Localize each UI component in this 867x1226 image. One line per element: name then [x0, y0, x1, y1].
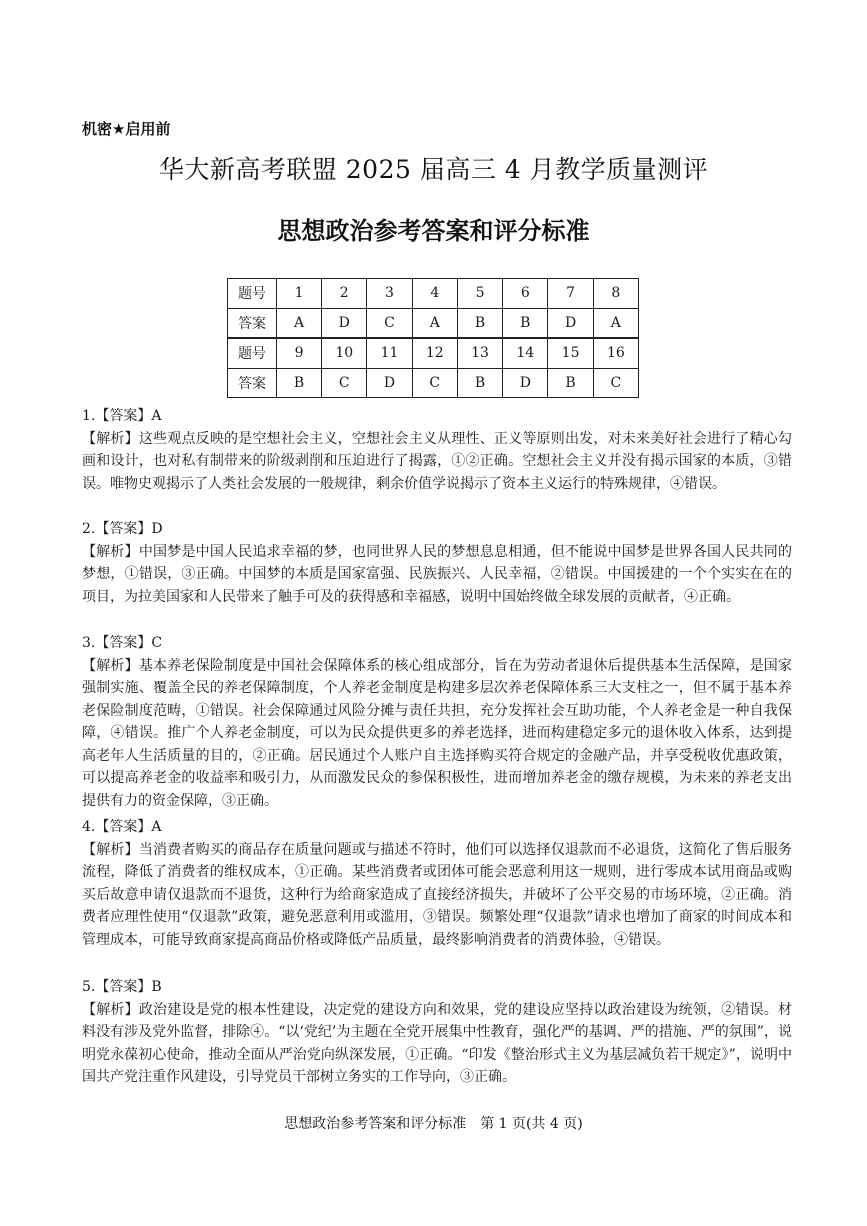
table-row — [228, 338, 639, 368]
exam-title: 华大新高考联盟 2025 届高三 4 月教学质量测评 — [158, 155, 709, 184]
explanation-text: 当消费者购买的商品存在质量问题或与描述不符时，他们可以选择仅退款而不必退货，这简化了售后服务流程，降低了消费者的维权成本，①正确。某些消费者或团体可能会恶意利用这一规则，进行零成本试用商品或购买后故意申请仅退款而不退货，这种行为给商家造成了直接经济损失，并破坏了公平交易的市场环境，②正确。消费者应理性使用“仅退款”政策，避免恶意利用或滥用，③错误。频繁处理“仅退款”请求也增加了商家的时间成本和管理成本，可能导致商家提高商品价格或降低产品质量，最终影响消费者的消费体验，④错误。 — [82, 841, 793, 948]
table-cell: 11 — [367, 338, 412, 368]
answer-line — [82, 816, 792, 839]
explanation-text: 政治建设是党的根本性建设，决定党的建设方向和效果，党的建设应坚持以政治建设为统领，②错误。材料没有涉及党外监督，排除④。“以‘党纪’为主题在全党开展集中性教育，强化严的基调、严的措施、严的氛围”，说明党永葆初心使命，推动全面从严治党向纵深发展，①正确。“印发《整治形式主义为基层减负若干规定》”，说明中国共产党注重作风建设，引导党员干部树立务实的工作导向，③正确。 — [82, 1001, 793, 1085]
answer-line — [82, 518, 792, 541]
explanation — [82, 655, 792, 813]
table-cell: B — [457, 368, 502, 398]
table-row — [228, 279, 639, 309]
answer-value: D — [151, 521, 163, 537]
explanation-tag: 【解析】 — [82, 657, 139, 674]
answer-value: C — [151, 635, 163, 651]
table-cell: 12 — [412, 338, 457, 368]
explanation-tag: 【解析】 — [82, 841, 139, 858]
table-header-cell: 答案 — [228, 368, 277, 398]
question-number: 5. — [82, 979, 96, 995]
table-cell: A — [277, 308, 322, 338]
table-cell: 1 — [277, 279, 322, 309]
table-cell: 6 — [503, 279, 548, 309]
answer-value: A — [151, 408, 162, 424]
table-cell: 10 — [322, 338, 367, 368]
table-header-cell: 题号 — [228, 279, 277, 309]
page-footer: 思想政治参考答案和评分标准 第 1 页(共 4 页) — [284, 1116, 583, 1132]
question-1 — [82, 405, 792, 495]
explanation — [82, 428, 792, 496]
table-cell: A — [412, 308, 457, 338]
table-cell: 16 — [593, 338, 638, 368]
answer-line — [82, 405, 792, 428]
explanation — [82, 541, 792, 609]
answer-line — [82, 976, 792, 999]
table-cell: D — [322, 308, 367, 338]
table-cell: C — [593, 368, 638, 398]
answer-value: B — [151, 979, 162, 995]
question-number: 2. — [82, 521, 96, 537]
table-cell: B — [548, 368, 593, 398]
table-cell: 14 — [503, 338, 548, 368]
table-cell: B — [503, 308, 548, 338]
question-4 — [82, 816, 792, 951]
confidential-label: 机密★启用前 — [82, 120, 171, 138]
table-cell: D — [367, 368, 412, 398]
table-cell: 3 — [367, 279, 412, 309]
answer-tag: 【答案】 — [95, 819, 152, 835]
question-3 — [82, 632, 792, 812]
question-5 — [82, 976, 792, 1089]
answer-tag: 【答案】 — [95, 408, 152, 424]
table-cell: 8 — [593, 279, 638, 309]
table-cell: A — [593, 308, 638, 338]
explanation — [82, 839, 792, 952]
table-cell: C — [367, 308, 412, 338]
explanation-tag: 【解析】 — [82, 430, 139, 447]
table-cell: B — [457, 308, 502, 338]
table-cell: 4 — [412, 279, 457, 309]
explanation-text: 中国梦是中国人民追求幸福的梦，也同世界人民的梦想息息相通，但不能说中国梦是世界各国人民共同的梦想，①错误，③正确。中国梦的本质是国家富强、民族振兴、人民幸福，②错误。中国援建的一个个实实在在的项目，为拉美国家和人民带来了触手可及的获得感和幸福感，说明中国始终做全球发展的贡献者，④正确。 — [82, 543, 793, 605]
table-cell: B — [277, 368, 322, 398]
document-subtitle: 思想政治参考答案和评分标准 — [277, 217, 590, 245]
explanation-tag: 【解析】 — [82, 543, 139, 560]
table-row — [228, 368, 639, 398]
table-cell: 15 — [548, 338, 593, 368]
table-cell: D — [548, 308, 593, 338]
table-cell: D — [503, 368, 548, 398]
answer-tag: 【答案】 — [95, 635, 152, 651]
table-cell: 5 — [457, 279, 502, 309]
answer-tag: 【答案】 — [95, 521, 152, 537]
question-number: 3. — [82, 635, 96, 651]
answer-value: A — [151, 819, 162, 835]
table-cell: 13 — [457, 338, 502, 368]
explanation-text: 基本养老保险制度是中国社会保障体系的核心组成部分，旨在为劳动者退休后提供基本生活保障，是国家强制实施、覆盖全民的养老保障制度，个人养老金制度是构建多层次养老保障体系三大支柱之一，但不属于基本养老保险制度范畴，①错误。社会保障通过风险分摊与责任共担，充分发挥社会互助功能，个人养老金是一种自我保障，④错误。推广个人养老金制度，可以为民众提供更多的养老选择，进而构建稳定多元的退休收入体系，达到提高老年人生活质量的目的，②正确。居民通过个人账户自主选择购买符合规定的金融产品，并享受税收优惠政策，可以提高养老金的收益率和吸引力，从而激发民众的参保积极性，进而增加养老金的缴存规模，为未来的养老支出提供有力的资金保障，③正确。 — [82, 657, 793, 809]
table-header-cell: 答案 — [228, 308, 277, 338]
answer-tag: 【答案】 — [95, 979, 152, 995]
explanation-tag: 【解析】 — [82, 1001, 139, 1018]
table-cell: 2 — [322, 279, 367, 309]
question-number: 4. — [82, 819, 96, 835]
question-number: 1. — [82, 408, 96, 424]
table-cell: 7 — [548, 279, 593, 309]
table-header-cell: 题号 — [228, 338, 277, 368]
table-cell: C — [322, 368, 367, 398]
answer-line — [82, 632, 792, 655]
explanation — [82, 999, 792, 1089]
table-cell: 9 — [277, 338, 322, 368]
table-row — [228, 308, 639, 338]
table-cell: C — [412, 368, 457, 398]
answer-key-table — [227, 278, 639, 398]
explanation-text: 这些观点反映的是空想社会主义，空想社会主义从理性、正义等原则出发，对未来美好社会进行了精心勾画和设计，也对私有制带来的阶级剥削和压迫进行了揭露，①②正确。空想社会主义并没有揭示国家的本质，③错误。唯物史观揭示了人类社会发展的一般规律，剩余价值学说揭示了资本主义运行的特殊规律，④错误。 — [82, 430, 793, 492]
question-2 — [82, 518, 792, 608]
